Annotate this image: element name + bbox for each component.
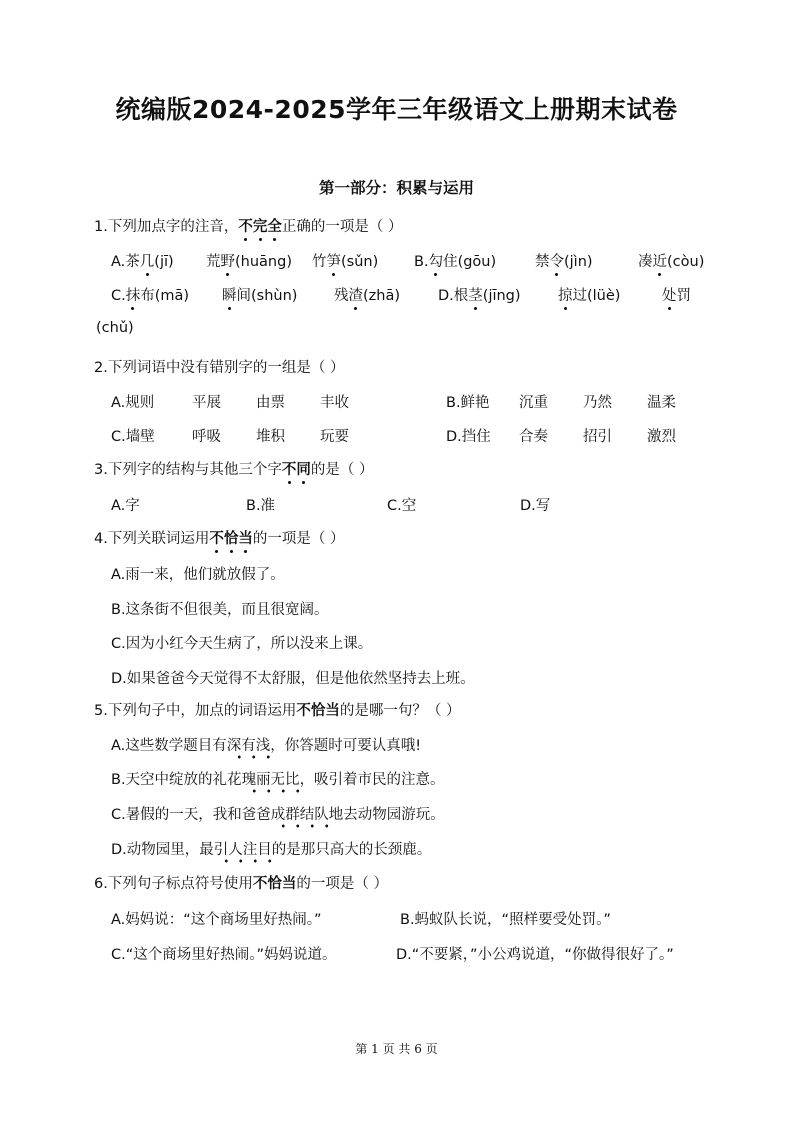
q1-emphasis: 不	[238, 215, 253, 236]
question-6-stem	[94, 872, 388, 893]
q1-option-b-word3: 凑近(còu)	[638, 250, 704, 271]
q2-option-c-word: 堆积	[256, 429, 285, 445]
q4-stem-text: 4.下列关联词运用	[94, 531, 210, 547]
q4-option-a: A.雨一来，他们就放假了。	[111, 567, 285, 583]
q3-option-d: D.写	[520, 498, 551, 514]
q5-stem-text: 5.下列句子中，加点的词语运用	[94, 703, 297, 719]
q1-emphasis: 全	[267, 215, 282, 236]
q6-option-a: A.妈妈说：“这个商场里好热闹。”	[111, 912, 322, 928]
question-1-stem	[94, 215, 402, 236]
q4-option-c: C.因为小红今天生病了，所以没来上课。	[111, 636, 373, 652]
q1-option-a: A.茶几(jī)	[111, 250, 174, 271]
q2-option-d-word: 合奏	[519, 429, 548, 445]
q1-option-c-word2: 瞬间(shùn)	[222, 284, 297, 305]
q2-option-a-word: 丰收	[320, 395, 349, 411]
q1-option-b: B.勾住(gōu)	[414, 250, 496, 271]
q2-option-b-word: 温柔	[647, 395, 676, 411]
q6-stem-text: 的一项是（ ）	[296, 876, 388, 892]
q5-dotted-phrase: 引人注目	[214, 842, 272, 863]
q1-option-c-word3: 残渣(zhā)	[334, 284, 400, 305]
q2-option-c-word: 玩要	[320, 429, 349, 445]
q1-option-a-word3: 竹笋(sǔn)	[312, 250, 378, 271]
q6-option-b: B.蚂蚁队长说，“照样要受处罚。”	[400, 912, 611, 928]
q2-option-b-word: 沉重	[519, 395, 548, 411]
q4-emphasis: 不	[209, 527, 224, 548]
page-footer: 第 1 页 共 6 页	[355, 1042, 438, 1056]
question-5-stem	[94, 699, 460, 720]
q5-option-a: A.这些数学题目有深有浅，你答题时可要认真哦!	[111, 734, 421, 755]
q5-dotted-phrase: 瑰丽无比	[242, 772, 300, 793]
page-title: 统编版2024-2025学年三年级语文上册期末试卷	[115, 95, 678, 124]
q1-emphasis: 完	[253, 215, 268, 236]
q2-option-c-word: 呼吸	[192, 429, 221, 445]
q2-option-d-word: 激烈	[647, 429, 676, 445]
question-4-stem	[94, 527, 344, 548]
q3-option-a: A.字	[111, 498, 140, 514]
q1-option-a-word2: 荒野(huāng)	[206, 250, 292, 271]
q4-emphasis: 恰	[224, 527, 239, 548]
q5-option-b: B.天空中绽放的礼花瑰丽无比，吸引着市民的注意。	[111, 768, 445, 789]
q3-stem-text: 3.下列字的结构与其他三个字	[94, 462, 282, 478]
question-2-stem: 2.下列词语中没有错别字的一组是（ ）	[94, 360, 345, 376]
q1-stem-text: 正确的一项是（ ）	[281, 219, 403, 235]
q3-emphasis: 同	[296, 458, 311, 479]
section-heading: 第一部分：积累与运用	[318, 178, 474, 197]
question-3-stem	[94, 458, 373, 479]
q1-option-c: C.抹布(mā)	[111, 284, 189, 305]
q2-option-c: C.墙壁	[111, 429, 155, 445]
q5-option-d: D.动物园里，最引人注目的是那只高大的长颈鹿。	[111, 838, 431, 859]
q3-stem-text: 的是（ ）	[310, 462, 374, 478]
q2-option-d-word: 招引	[583, 429, 612, 445]
q5-dotted-phrase: 深有浅	[227, 738, 271, 759]
q5-stem-text: 的是哪一句？（ ）	[339, 703, 461, 719]
q5-emphasis: 不恰当	[296, 703, 340, 719]
q2-option-a-word: 由票	[256, 395, 285, 411]
q3-option-c: C.空	[387, 498, 417, 514]
q4-option-d: D.如果爸爸今天觉得不太舒服，但是他依然坚持去上班。	[111, 671, 475, 687]
q1-option-d-word2: 掠过(lüè)	[558, 284, 620, 305]
q2-option-a-word: 平展	[192, 395, 221, 411]
q5-dotted-phrase: 成群结队	[271, 807, 329, 828]
q4-option-b: B.这条街不但很美，而且很宽阔。	[111, 602, 329, 618]
q2-option-b: B.鲜艳	[446, 395, 490, 411]
q4-stem-text: 的一项是（ ）	[252, 531, 345, 547]
q2-option-d: D.挡住	[446, 429, 491, 445]
q3-option-b: B.准	[246, 498, 276, 514]
q6-option-d: D.“不要紧，”小公鸡说道，“你做得很好了。”	[396, 947, 674, 963]
q4-emphasis: 当	[238, 527, 253, 548]
q2-option-a: A.规则	[111, 395, 155, 411]
q6-option-c: C.“这个商场里好热闹。”妈妈说道。	[111, 947, 337, 963]
q6-emphasis: 不恰当	[252, 876, 297, 892]
q6-stem-text: 6.下列句子标点符号使用	[94, 876, 253, 892]
q2-option-b-word: 乃然	[583, 395, 612, 411]
q1-option-d-word3-pinyin: (chǔ)	[96, 320, 134, 336]
q1-option-d-word3: 处罚	[662, 284, 691, 305]
q5-option-c: C.暑假的一天，我和爸爸成群结队地去动物园游玩。	[111, 803, 445, 824]
q1-option-b-word2: 禁令(jìn)	[535, 250, 593, 271]
q1-option-d: D.根茎(jīng)	[438, 284, 521, 305]
q3-emphasis: 不	[282, 458, 297, 479]
q1-stem-text: 1.下列加点字的注音，	[94, 219, 239, 235]
